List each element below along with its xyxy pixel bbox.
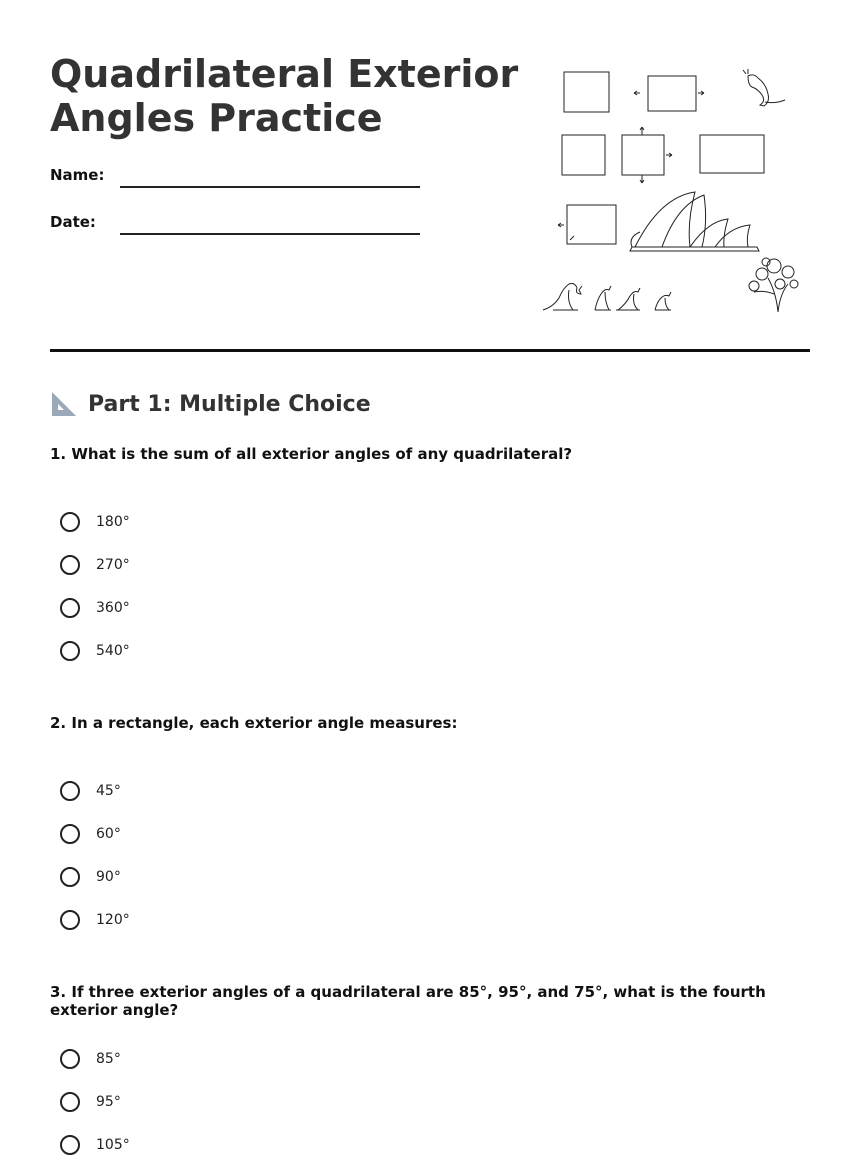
set-square-icon [50, 390, 78, 418]
option-label: 95° [96, 1094, 121, 1110]
date-label: Date: [50, 213, 96, 231]
question-1: 1. What is the sum of all exterior angles of any quadrilateral? [50, 445, 573, 463]
radio-button[interactable] [60, 1092, 80, 1112]
option-label: 60° [96, 826, 121, 842]
option-label: 540° [96, 643, 130, 659]
option-label: 105° [96, 1137, 130, 1153]
option-label: 120° [96, 912, 130, 928]
opera-house-icon [630, 192, 759, 251]
date-field[interactable] [120, 233, 420, 235]
q3-option-a[interactable] [60, 1046, 121, 1072]
q2-option-a[interactable] [60, 778, 121, 804]
radio-button[interactable] [60, 598, 80, 618]
radio-button[interactable] [60, 824, 80, 844]
q2-option-d[interactable] [60, 907, 130, 933]
q3-option-b[interactable] [60, 1089, 121, 1115]
q2-option-c[interactable] [60, 864, 121, 890]
clipart-decoration [540, 62, 810, 317]
title-line-1: Quadrilateral Exterior [50, 52, 519, 96]
worksheet-title [50, 52, 520, 140]
radio-button[interactable] [60, 910, 80, 930]
option-label: 360° [96, 600, 130, 616]
q1-option-a[interactable] [60, 509, 130, 535]
option-label: 90° [96, 869, 121, 885]
part-1-title: Part 1: Multiple Choice [88, 391, 371, 417]
header-divider [50, 349, 810, 352]
option-label: 270° [96, 557, 130, 573]
q3-option-c[interactable] [60, 1132, 130, 1158]
radio-button[interactable] [60, 555, 80, 575]
radio-button[interactable] [60, 1135, 80, 1155]
question-3: 3. If three exterior angles of a quadrilateral are 85°, 95°, and 75°, what is the fourth exterior angle? [50, 983, 766, 1019]
title-line-2: Angles Practice [50, 96, 383, 140]
question-2: 2. In a rectangle, each exterior angle measures: [50, 714, 458, 732]
rectangle-icon [558, 72, 764, 244]
q1-option-c[interactable] [60, 595, 130, 621]
q1-option-d[interactable] [60, 638, 130, 664]
option-label: 85° [96, 1051, 121, 1067]
wattle-flower-icon [749, 258, 798, 312]
part-1-heading [50, 388, 371, 420]
name-label: Name: [50, 166, 105, 184]
kangaroo-icon [543, 284, 671, 311]
radio-button[interactable] [60, 641, 80, 661]
name-field[interactable] [120, 186, 420, 188]
q1-option-b[interactable] [60, 552, 130, 578]
radio-button[interactable] [60, 512, 80, 532]
radio-button[interactable] [60, 867, 80, 887]
option-label: 180° [96, 514, 130, 530]
radio-button[interactable] [60, 1049, 80, 1069]
q2-option-b[interactable] [60, 821, 121, 847]
kangaroo-icon [743, 69, 785, 106]
radio-button[interactable] [60, 781, 80, 801]
option-label: 45° [96, 783, 121, 799]
